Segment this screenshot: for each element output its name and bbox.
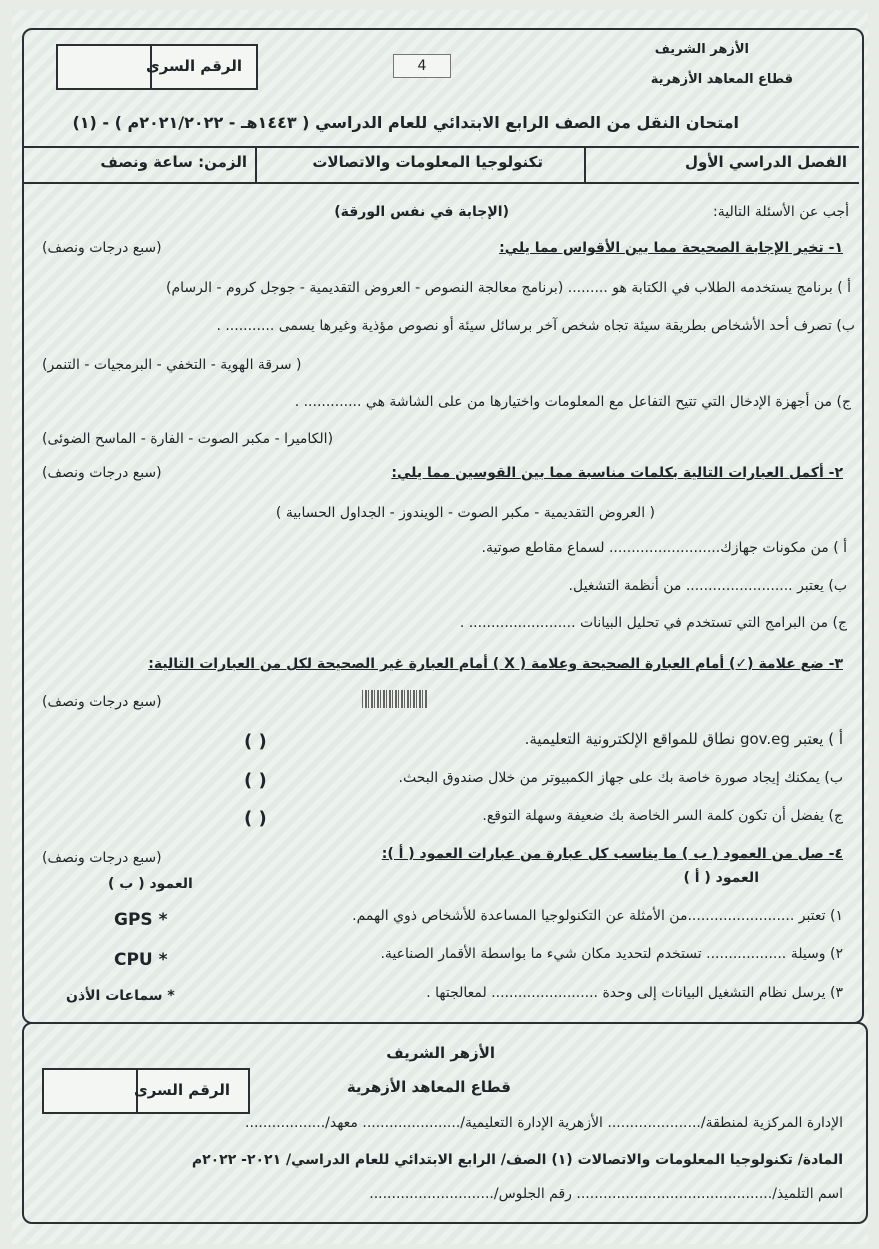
q1-b: ب) تصرف أحد الأشخاص بطريقة سيئة تجاه شخص آخر برسائل سيئة أو نصوص مؤذية وغيرها يسمى ........... . <box>216 318 855 334</box>
q1-c: ج) من أجهزة الإدخال التي تتيح التفاعل مع المعلومات واختيارها من على الشاشة هي ............. . <box>294 394 851 410</box>
secret-number-label: الرقم السرى <box>145 57 242 75</box>
q1-title: ١- تخير الإجابة الصحيحة مما بين الأقواس مما يلي: <box>499 240 843 256</box>
q3-marks: (سبع درجات ونصف) <box>42 694 162 710</box>
q4-b-1: * GPS <box>114 910 168 930</box>
q4-title: ٤- صل من العمود ( ب ) ما يناسب كل عبارة من عبارات العمود ( أ ): <box>381 846 843 862</box>
q4-col-b-header: العمود ( ب ) <box>108 876 193 892</box>
q3-item-2: ب) يمكنك إيجاد صورة خاصة بك على جهاز الكمبيوتر من خلال صندوق البحث. <box>398 770 843 786</box>
footer-administration-line: الإدارة المركزية لمنطقة/..................... الأزهرية الإدارة التعليمية/...................... معهد/.................. <box>245 1115 843 1131</box>
footer-secret-number-box <box>42 1068 250 1114</box>
header-org: الأزهر الشريف <box>654 42 749 57</box>
q2-b: ب) يعتبر ........................ من أنظمة التشغيل. <box>568 578 847 594</box>
answer-on-paper-note: (الإجابة في نفس الورقة) <box>334 204 509 220</box>
q2-title: ٢- أكمل العبارات التالية بكلمات مناسبة مما بين القوسين مما يلي: <box>391 465 843 481</box>
q1-b-options: ( سرقة الهوية - التخفي - البرمجيات - التنمر) <box>42 357 302 373</box>
q2-a: أ ) من مكونات جهازك......................... لسماع مقاطع صوتية. <box>481 540 847 556</box>
q2-marks: (سبع درجات ونصف) <box>42 465 162 481</box>
secret-number-box <box>56 44 258 90</box>
q3-answer-2[interactable]: ( ) <box>244 770 267 791</box>
q2-c: ج) من البرامج التي تستخدم في تحليل البيانات ........................ . <box>459 615 847 631</box>
q1-c-options: (الكاميرا - مكبر الصوت - الفارة - الماسح الضوئى) <box>42 431 334 447</box>
subject-label: تكنولوجيا المعلومات والاتصالات <box>312 153 543 171</box>
q3-answer-3[interactable]: ( ) <box>244 808 267 829</box>
instructions: أجب عن الأسئلة التالية: <box>713 204 849 220</box>
q3-title: ٣- ضع علامة (✓) أمام العبارة الصحيحة وعلامة ( X ) أمام العبارة غير الصحيحة لكل من العبارات التالية: <box>148 656 843 672</box>
footer-org: الأزهر الشريف <box>386 1044 495 1062</box>
footer-student-line[interactable]: اسم التلميذ/............................................ رقم الجلوس/............................ <box>369 1186 843 1202</box>
q3-answer-1[interactable]: ( ) <box>244 731 267 752</box>
page-number: 4 <box>393 54 451 78</box>
q4-b-2: * CPU <box>114 950 168 970</box>
q3-item-3: ج) يفضل أن تكون كلمة السر الخاصة بك ضعيفة وسهلة التوقع. <box>482 808 843 824</box>
q2-options: ( العروض التقديمية - مكبر الصوت - الويندوز - الجداول الحسابية ) <box>275 505 655 521</box>
q4-a-1: ١) تعتبر ........................من الأمثلة عن التكنولوجيا المساعدة للأشخاص ذوي الهمم. <box>352 908 843 924</box>
footer-sector: قطاع المعاهد الأزهرية <box>346 1078 511 1096</box>
q1-a: أ ) برنامج يستخدمه الطلاب في الكتابة هو ......... (برنامج معالجة النصوص - العروض التقديمية - جوجل كروم - الرسام) <box>166 280 851 296</box>
time-label: الزمن: ساعة ونصف <box>100 153 247 171</box>
q3-item-1: أ ) يعتبر gov.eg نطاق للمواقع الإلكترونية التعليمية. <box>524 730 843 748</box>
term-label: الفصل الدراسي الأول <box>685 153 847 171</box>
q4-col-a-header: العمود ( أ ) <box>683 870 759 886</box>
q1-marks: (سبع درجات ونصف) <box>42 240 162 256</box>
footer-subject-line: المادة/ تكنولوجيا المعلومات والاتصالات (١) الصف/ الرابع الابتدائي للعام الدراسي/ ٢٠٢١- ٢٠٢٢م <box>191 1152 843 1168</box>
q4-a-2: ٢) وسيلة .................. تستخدم لتحديد مكان شيء ما بواسطة الأقمار الصناعية. <box>380 946 843 962</box>
q4-marks: (سبع درجات ونصف) <box>42 850 162 866</box>
footer-secret-number-label: الرقم السرى <box>133 1081 230 1099</box>
barcode-watermark <box>362 690 428 708</box>
q4-b-3: * سماعات الأذن <box>66 988 175 1004</box>
header-sector: قطاع المعاهد الأزهرية <box>650 72 793 87</box>
q4-a-3: ٣) يرسل نظام التشغيل البيانات إلى وحدة ........................ لمعالجتها . <box>426 985 843 1001</box>
exam-title: امتحان النقل من الصف الرابع الابتدائي للعام الدراسي ( ١٤٤٣هـ - ٢٠٢١/٢٠٢٢م ) - (١) <box>72 113 739 132</box>
